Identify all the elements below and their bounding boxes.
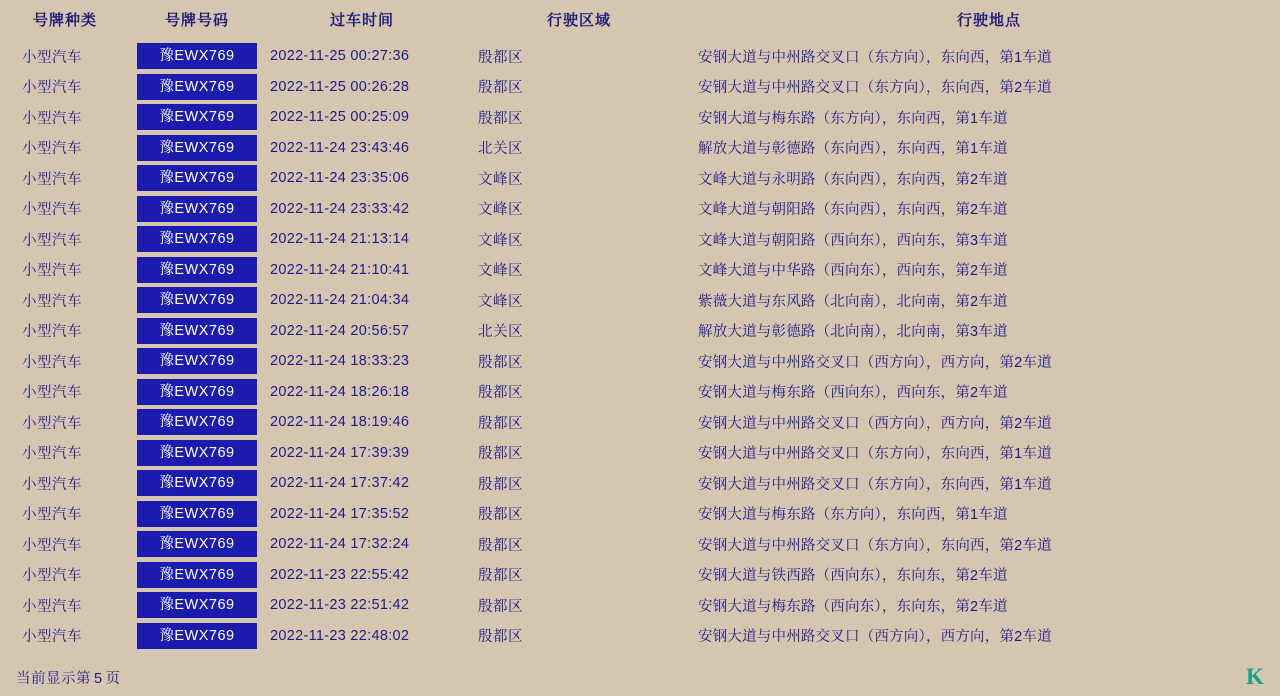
cell-area: 文峰区	[478, 263, 523, 280]
cell-location: 安钢大道与中州路交叉口（西方向），西方向，第2车道	[698, 629, 1052, 646]
cell-pass-time: 2022-11-23 22:48:02	[270, 627, 410, 644]
plate-badge: 豫EWX769	[137, 165, 257, 191]
cell-plate-number	[130, 590, 264, 621]
cell-plate-type: 小型汽车	[22, 446, 82, 463]
cell-area: 北关区	[478, 324, 523, 341]
cell-plate-type: 小型汽车	[22, 324, 82, 341]
plate-badge: 豫EWX769	[137, 196, 257, 222]
cell-pass-time: 2022-11-24 21:13:14	[270, 231, 410, 248]
cell-plate-type: 小型汽车	[22, 537, 82, 554]
cell-pass-time: 2022-11-25 00:26:28	[270, 78, 410, 95]
column-header-area: 行驶区域	[546, 12, 611, 29]
table-row[interactable]	[0, 285, 1280, 316]
table-row[interactable]	[0, 133, 1280, 164]
cell-location: 安钢大道与梅东路（东方向），东向西，第1车道	[698, 507, 1008, 524]
table-row[interactable]	[0, 529, 1280, 560]
table-row[interactable]	[0, 438, 1280, 469]
column-header-plate-number: 号牌号码	[164, 12, 229, 29]
table-row[interactable]	[0, 194, 1280, 225]
plate-badge: 豫EWX769	[137, 318, 257, 344]
cell-plate-type: 小型汽车	[22, 568, 82, 585]
cell-location: 解放大道与彰德路（北向南），北向南，第3车道	[698, 324, 1008, 341]
cell-area: 殷都区	[478, 354, 523, 371]
cell-location: 文峰大道与朝阳路（东向西），东向西，第2车道	[698, 202, 1008, 219]
cell-pass-time: 2022-11-25 00:25:09	[270, 109, 410, 126]
cell-location: 安钢大道与中州路交叉口（东方向），东向西，第1车道	[698, 476, 1052, 493]
cell-location: 安钢大道与中州路交叉口（东方向），东向西，第1车道	[698, 49, 1052, 66]
cell-area: 殷都区	[478, 476, 523, 493]
cell-plate-number	[130, 72, 264, 103]
cell-plate-type: 小型汽车	[22, 354, 82, 371]
cell-location: 安钢大道与中州路交叉口（西方向），西方向，第2车道	[698, 354, 1052, 371]
table-row[interactable]	[0, 377, 1280, 408]
cell-plate-number	[130, 285, 264, 316]
cell-pass-time: 2022-11-25 00:27:36	[270, 48, 410, 65]
plate-badge: 豫EWX769	[137, 348, 257, 374]
cell-plate-number	[130, 468, 264, 499]
table-row[interactable]	[0, 407, 1280, 438]
cell-pass-time: 2022-11-24 18:19:46	[270, 414, 410, 431]
cell-pass-time: 2022-11-24 21:10:41	[270, 261, 410, 278]
cell-plate-type: 小型汽车	[22, 49, 82, 66]
cell-area: 殷都区	[478, 629, 523, 646]
cell-area: 文峰区	[478, 171, 523, 188]
cell-plate-number	[130, 194, 264, 225]
cell-location: 文峰大道与永明路（东向西），东向西，第2车道	[698, 171, 1008, 188]
cell-plate-type: 小型汽车	[22, 171, 82, 188]
cell-plate-type: 小型汽车	[22, 263, 82, 280]
table-row[interactable]	[0, 41, 1280, 72]
plate-badge: 豫EWX769	[137, 470, 257, 496]
cell-plate-number	[130, 224, 264, 255]
plate-badge: 豫EWX769	[137, 531, 257, 557]
cell-plate-type: 小型汽车	[22, 507, 82, 524]
cell-area: 殷都区	[478, 110, 523, 127]
cell-location: 安钢大道与铁西路（西向东），东向东，第2车道	[698, 568, 1008, 585]
plate-badge: 豫EWX769	[137, 287, 257, 313]
table-row[interactable]	[0, 255, 1280, 286]
cell-pass-time: 2022-11-24 18:26:18	[270, 383, 410, 400]
cell-location: 安钢大道与中州路交叉口（东方向），东向西，第2车道	[698, 80, 1052, 97]
cell-pass-time: 2022-11-24 17:37:42	[270, 475, 410, 492]
cell-plate-type: 小型汽车	[22, 110, 82, 127]
cell-location: 紫薇大道与东风路（北向南），北向南，第2车道	[698, 293, 1008, 310]
cell-area: 殷都区	[478, 446, 523, 463]
column-header-plate-type: 号牌种类	[32, 12, 97, 29]
plate-badge: 豫EWX769	[137, 104, 257, 130]
cell-plate-type: 小型汽车	[22, 293, 82, 310]
cell-pass-time: 2022-11-24 17:39:39	[270, 444, 410, 461]
cell-pass-time: 2022-11-24 23:33:42	[270, 200, 410, 217]
pagination-prefix: 当前显示第	[16, 671, 91, 687]
cell-location: 安钢大道与中州路交叉口（西方向），西方向，第2车道	[698, 415, 1052, 432]
cell-pass-time: 2022-11-24 18:33:23	[270, 353, 410, 370]
table-row[interactable]	[0, 163, 1280, 194]
cell-area: 殷都区	[478, 385, 523, 402]
pagination-page-number: 5	[94, 671, 103, 687]
cell-location: 安钢大道与梅东路（西向东），东向东，第2车道	[698, 598, 1008, 615]
cell-plate-type: 小型汽车	[22, 80, 82, 97]
cell-area: 殷都区	[478, 415, 523, 432]
cell-location: 文峰大道与中华路（西向东），西向东，第2车道	[698, 263, 1008, 280]
column-header-pass-time: 过车时间	[329, 12, 394, 29]
table-row[interactable]	[0, 590, 1280, 621]
cell-area: 殷都区	[478, 507, 523, 524]
cell-area: 文峰区	[478, 293, 523, 310]
cell-plate-number	[130, 255, 264, 286]
plate-badge: 豫EWX769	[137, 409, 257, 435]
cell-plate-number	[130, 41, 264, 72]
cell-area: 殷都区	[478, 49, 523, 66]
cell-plate-number	[130, 102, 264, 133]
cell-pass-time: 2022-11-24 23:35:06	[270, 170, 410, 187]
cell-area: 殷都区	[478, 568, 523, 585]
table-row[interactable]	[0, 224, 1280, 255]
cell-plate-number	[130, 377, 264, 408]
cell-area: 文峰区	[478, 232, 523, 249]
cell-plate-type: 小型汽车	[22, 415, 82, 432]
plate-badge: 豫EWX769	[137, 43, 257, 69]
plate-badge: 豫EWX769	[137, 135, 257, 161]
table-body	[0, 41, 1280, 651]
cell-plate-number	[130, 163, 264, 194]
cell-location: 解放大道与彰德路（东向西），东向西，第1车道	[698, 141, 1008, 158]
plate-badge: 豫EWX769	[137, 440, 257, 466]
cell-plate-type: 小型汽车	[22, 202, 82, 219]
cell-location: 安钢大道与梅东路（东方向），东向西，第1车道	[698, 110, 1008, 127]
plate-badge: 豫EWX769	[137, 74, 257, 100]
table-row[interactable]	[0, 72, 1280, 103]
cell-location: 文峰大道与朝阳路（西向东），西向东，第3车道	[698, 232, 1008, 249]
plate-badge: 豫EWX769	[137, 379, 257, 405]
plate-badge: 豫EWX769	[137, 501, 257, 527]
table-header-row	[0, 0, 1280, 41]
cell-area: 北关区	[478, 141, 523, 158]
table-row[interactable]	[0, 621, 1280, 652]
cell-plate-number	[130, 438, 264, 469]
cell-pass-time: 2022-11-24 20:56:57	[270, 322, 410, 339]
cell-plate-number	[130, 529, 264, 560]
cell-plate-number	[130, 346, 264, 377]
plate-badge: 豫EWX769	[137, 592, 257, 618]
plate-badge: 豫EWX769	[137, 257, 257, 283]
cell-location: 安钢大道与梅东路（西向东），西向东，第2车道	[698, 385, 1008, 402]
cell-pass-time: 2022-11-24 23:43:46	[270, 139, 410, 156]
cell-plate-type: 小型汽车	[22, 232, 82, 249]
cell-plate-number	[130, 316, 264, 347]
cell-plate-number	[130, 133, 264, 164]
table-row[interactable]	[0, 316, 1280, 347]
cell-area: 殷都区	[478, 537, 523, 554]
cell-pass-time: 2022-11-23 22:51:42	[270, 597, 410, 614]
cell-plate-type: 小型汽车	[22, 385, 82, 402]
cell-plate-number	[130, 621, 264, 652]
pagination-status	[16, 667, 121, 688]
kingsoft-watermark-icon: K	[1246, 664, 1264, 689]
cell-plate-number	[130, 499, 264, 530]
table-row[interactable]	[0, 560, 1280, 591]
cell-plate-type: 小型汽车	[22, 629, 82, 646]
column-header-location: 行驶地点	[956, 12, 1021, 29]
cell-area: 殷都区	[478, 80, 523, 97]
table-row[interactable]	[0, 102, 1280, 133]
table-row[interactable]	[0, 346, 1280, 377]
pagination-suffix: 页	[105, 671, 121, 687]
cell-area: 殷都区	[478, 598, 523, 615]
cell-plate-number	[130, 560, 264, 591]
cell-location: 安钢大道与中州路交叉口（东方向），东向西，第2车道	[698, 537, 1052, 554]
cell-plate-type: 小型汽车	[22, 476, 82, 493]
table-row[interactable]	[0, 499, 1280, 530]
table-header	[0, 0, 1280, 41]
plate-badge: 豫EWX769	[137, 226, 257, 252]
cell-plate-type: 小型汽车	[22, 141, 82, 158]
cell-pass-time: 2022-11-24 21:04:34	[270, 292, 410, 309]
plate-badge: 豫EWX769	[137, 562, 257, 588]
table-row[interactable]	[0, 468, 1280, 499]
cell-pass-time: 2022-11-23 22:55:42	[270, 566, 410, 583]
cell-plate-number	[130, 407, 264, 438]
plate-badge: 豫EWX769	[137, 623, 257, 649]
cell-plate-type: 小型汽车	[22, 598, 82, 615]
cell-area: 文峰区	[478, 202, 523, 219]
cell-pass-time: 2022-11-24 17:32:24	[270, 536, 410, 553]
cell-location: 安钢大道与中州路交叉口（东方向），东向西，第1车道	[698, 446, 1052, 463]
cell-pass-time: 2022-11-24 17:35:52	[270, 505, 410, 522]
